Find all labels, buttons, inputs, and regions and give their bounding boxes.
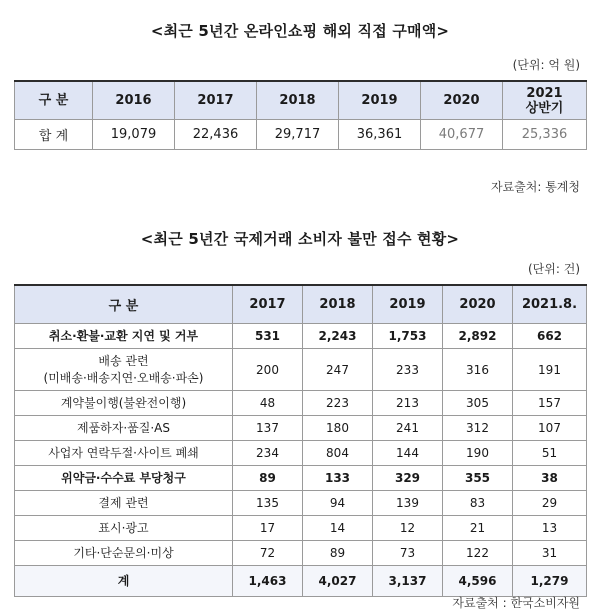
table-cell: 89	[233, 466, 303, 491]
header-year: 2016	[93, 81, 175, 120]
header-year: 2017	[233, 285, 303, 324]
row-label: 취소·환불·교환 지연 및 거부	[15, 324, 233, 349]
table-row	[15, 491, 587, 516]
table1-header-row	[15, 81, 587, 120]
table-cell: 48	[233, 391, 303, 416]
header-year-2021: 2021	[526, 85, 563, 101]
table-cell: 233	[373, 349, 443, 391]
table-cell: 241	[373, 416, 443, 441]
table-cell: 4,027	[303, 566, 373, 597]
table-cell: 531	[233, 324, 303, 349]
table-cell: 107	[513, 416, 587, 441]
row-label: 표시·광고	[15, 516, 233, 541]
consumer-complaint-table	[14, 284, 587, 597]
table-cell: 19,079	[93, 120, 175, 150]
header-year: 2020	[421, 81, 503, 120]
table-row	[15, 466, 587, 491]
table-cell: 94	[303, 491, 373, 516]
row-label: 기타·단순문의·미상	[15, 541, 233, 566]
header-year: 2017	[175, 81, 257, 120]
table-cell: 36,361	[339, 120, 421, 150]
table-cell: 51	[513, 441, 587, 466]
table-cell: 83	[443, 491, 513, 516]
table-cell: 329	[373, 466, 443, 491]
table2-unit: (단위: 건)	[528, 262, 580, 276]
table-row	[15, 416, 587, 441]
row-label: 제품하자·품질·AS	[15, 416, 233, 441]
table-cell: 14	[303, 516, 373, 541]
table-cell: 13	[513, 516, 587, 541]
table-cell: 1,463	[233, 566, 303, 597]
table-cell: 133	[303, 466, 373, 491]
table-cell: 3,137	[373, 566, 443, 597]
row-label: 배송 관련 (미배송·배송지연·오배송·파손)	[15, 349, 233, 391]
table-cell: 200	[233, 349, 303, 391]
table-row	[15, 516, 587, 541]
overseas-purchase-table	[14, 80, 587, 150]
table1-title: <최근 5년간 온라인쇼핑 해외 직접 구매액>	[150, 22, 450, 40]
table-row	[15, 441, 587, 466]
row-label: 계약불이행(불완전이행)	[15, 391, 233, 416]
table-cell: 1,753	[373, 324, 443, 349]
table-cell: 139	[373, 491, 443, 516]
table-cell: 122	[443, 541, 513, 566]
table-cell: 29,717	[257, 120, 339, 150]
row-label: 사업자 연락두절·사이트 폐쇄	[15, 441, 233, 466]
table-cell: 40,677	[421, 120, 503, 150]
table2-header-row	[15, 285, 587, 324]
table-cell: 135	[233, 491, 303, 516]
header-year: 2018	[257, 81, 339, 120]
row-label: 위약금·수수료 부당청구	[15, 466, 233, 491]
table-cell: 2,243	[303, 324, 373, 349]
row-label: 계	[15, 566, 233, 597]
table-cell: 22,436	[175, 120, 257, 150]
table-cell: 21	[443, 516, 513, 541]
row-label: 결제 관련	[15, 491, 233, 516]
header-year: 2019	[373, 285, 443, 324]
header-year: 2019	[339, 81, 421, 120]
table-cell: 17	[233, 516, 303, 541]
table-cell: 223	[303, 391, 373, 416]
table2-source: 자료출처 : 한국소비자원	[452, 596, 580, 610]
table-cell: 312	[443, 416, 513, 441]
table-cell: 31	[513, 541, 587, 566]
table-cell: 804	[303, 441, 373, 466]
table-cell: 72	[233, 541, 303, 566]
table-cell: 29	[513, 491, 587, 516]
header-category: 구 분	[15, 81, 93, 120]
table-cell: 38	[513, 466, 587, 491]
table-cell: 234	[233, 441, 303, 466]
table-cell: 190	[443, 441, 513, 466]
table-cell: 213	[373, 391, 443, 416]
table1-source: 자료출처: 통계청	[490, 180, 580, 194]
table-row	[15, 349, 587, 391]
table1-unit: (단위: 억 원)	[512, 58, 580, 72]
table-cell: 2,892	[443, 324, 513, 349]
header-year-2021-half	[503, 81, 587, 120]
header-year: 2018	[303, 285, 373, 324]
table-cell: 144	[373, 441, 443, 466]
header-category: 구 분	[15, 285, 233, 324]
table-row	[15, 541, 587, 566]
header-year: 2020	[443, 285, 513, 324]
table-cell: 25,336	[503, 120, 587, 150]
table-cell: 305	[443, 391, 513, 416]
table-cell: 157	[513, 391, 587, 416]
table-cell: 12	[373, 516, 443, 541]
table-row	[15, 324, 587, 349]
table-cell: 316	[443, 349, 513, 391]
table-cell: 137	[233, 416, 303, 441]
row-label: 합 계	[15, 120, 93, 150]
table-cell: 247	[303, 349, 373, 391]
table-row	[15, 391, 587, 416]
table-cell: 89	[303, 541, 373, 566]
header-first-half: 상반기	[525, 100, 564, 116]
table-cell: 73	[373, 541, 443, 566]
table2-title: <최근 5년간 국제거래 소비자 불만 접수 현황>	[140, 230, 460, 248]
table-cell: 191	[513, 349, 587, 391]
table-cell: 355	[443, 466, 513, 491]
table-cell: 662	[513, 324, 587, 349]
header-year: 2021.8.	[513, 285, 587, 324]
table-row	[15, 120, 587, 150]
table-cell: 1,279	[513, 566, 587, 597]
table-cell: 4,596	[443, 566, 513, 597]
table-cell: 180	[303, 416, 373, 441]
total-row	[15, 566, 587, 597]
